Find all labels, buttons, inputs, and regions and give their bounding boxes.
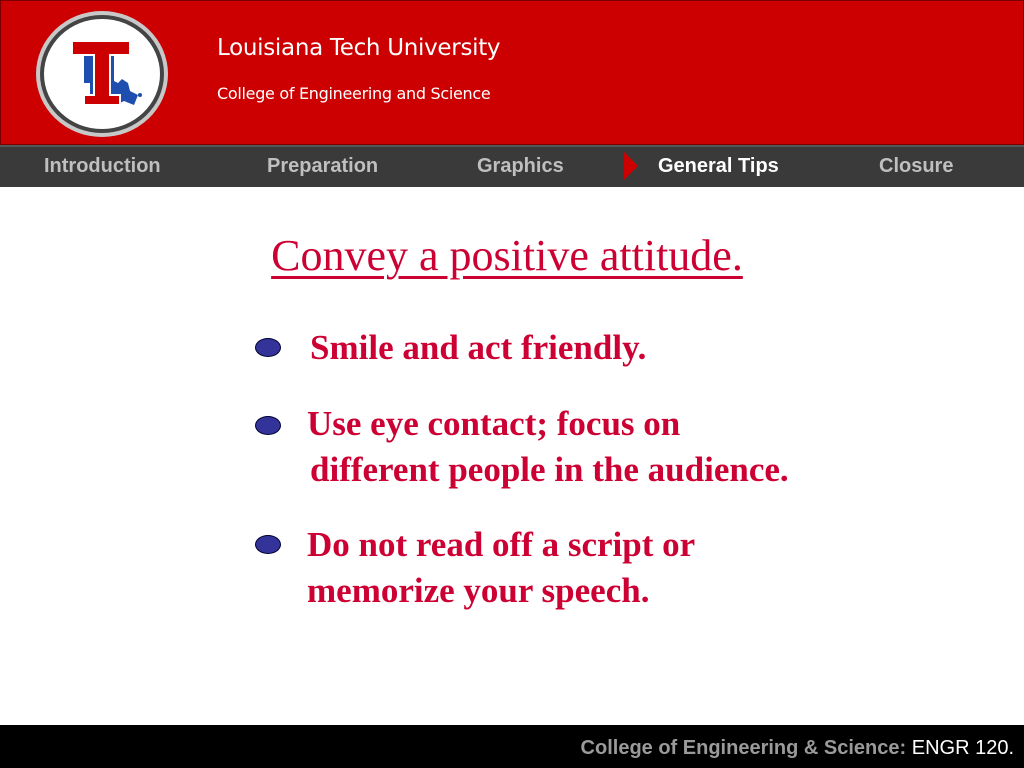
section-nav xyxy=(0,145,1024,187)
nav-general-tips[interactable]: General Tips xyxy=(658,155,779,177)
footer-text xyxy=(581,737,1014,760)
bullet-icon xyxy=(255,416,281,435)
bullet-line: Use eye contact; focus on xyxy=(307,404,681,443)
bullet-line: different people in the audience. xyxy=(310,450,789,489)
louisiana-tech-logo xyxy=(34,9,170,139)
bullet-line: memorize your speech. xyxy=(307,571,650,610)
nav-preparation[interactable]: Preparation xyxy=(267,155,379,177)
slide-title: Convey a positive attitude. xyxy=(271,231,743,280)
nav-closure[interactable]: Closure xyxy=(879,155,954,177)
play-arrow-icon xyxy=(624,152,638,180)
bullet-item xyxy=(310,325,646,371)
nav-introduction[interactable]: Introduction xyxy=(44,155,161,177)
footer-bar xyxy=(0,725,1024,768)
bullet-item xyxy=(307,522,695,614)
footer-college: College of Engineering & Science: xyxy=(580,737,907,759)
bullet-icon xyxy=(255,338,281,357)
bullet-item xyxy=(307,401,789,493)
bullet-icon xyxy=(255,535,281,554)
bullet-line: Smile and act friendly. xyxy=(310,328,647,367)
university-name: Louisiana Tech University xyxy=(217,35,501,61)
college-name: College of Engineering and Science xyxy=(217,84,491,103)
nav-graphics[interactable]: Graphics xyxy=(477,155,564,177)
header-banner xyxy=(0,0,1024,145)
footer-course: ENGR 120. xyxy=(906,737,1014,759)
bullet-line: Do not read off a script or xyxy=(307,525,696,564)
